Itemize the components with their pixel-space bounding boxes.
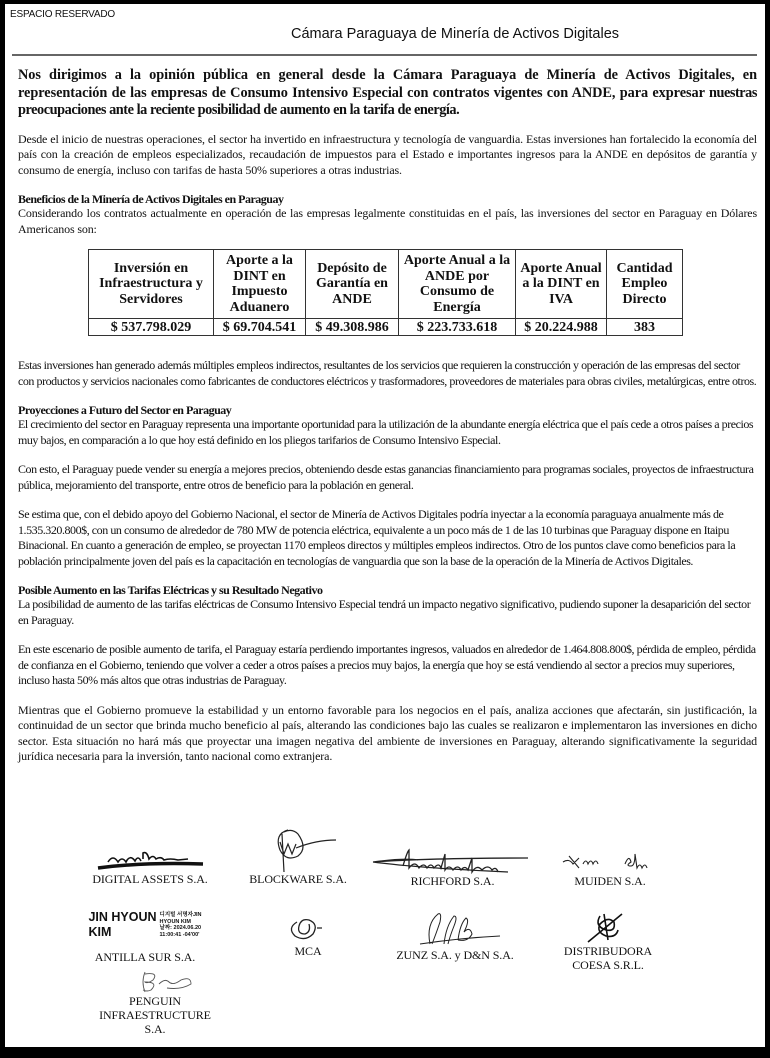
signature-icon (578, 910, 638, 944)
table-cell: $ 20.224.988 (516, 319, 607, 336)
table-cell: $ 223.733.618 (399, 319, 516, 336)
paragraph-investments: Desde el inicio de nuestras operaciones, el sector ha invertido en infraestructura y tecnología de vanguardia. Estas inversiones han fortalecido la economía del país con la creación de empleos especializados, recaudación de impuestos para el Estado e importantes ingresos para la ANDE en depósitos de garantía y consumo de energía, incluso con tarifas de hasta 50% superiores a otras industrias. (18, 131, 757, 177)
header-divider (12, 54, 757, 56)
intro-line-2: nuestras preocupaciones ante la reciente posibilidad de aumento en la tarifa de energía. (18, 84, 757, 118)
paragraph-growth: El crecimiento del sector en Paraguay representa una importante oportunidad para la utilización de la abundante energía eléctrica que el país cede a otros países a precios muy bajos, en comparación a lo que hoy está definido en los pliegos tarifarios de Consumo Intensivo Especial. (18, 417, 754, 447)
paragraph-estimates: Se estima que, con el debido apoyo del Gobierno Nacional, el sector de Minería de Activos Digitales podría inyectar a la economía paraguaya anualmente más de 1.535.320.800$, con un consumo de alrededor de 780 MW de potencia eléctrica, equivalente a un poco más de 1 de las 10 turbinas que Paraguay dispone en Itaipu Binacional. En cuanto a generación de empleo, se proyectan 1170 empleos directos y múltiples empleos indirectos. Otro de los puntos clave como beneficios para la población principalmente joven del país es la capacitación en tecnologías de vanguardia que son la base de la operación de la Minería de Activos Digitales. (18, 507, 736, 568)
table-header-cell: Inversión en Infraestructura y Servidores (89, 250, 214, 319)
signatory-name: MCA (294, 944, 322, 958)
signatures-block (5, 824, 765, 1044)
investment-table-wrap (88, 249, 757, 336)
signatory-muiden (545, 846, 675, 888)
benefits-heading: Beneficios de la Minería de Activos Digitales en Paraguay (18, 192, 284, 206)
signature-icon (258, 824, 338, 872)
org-title: Cámara Paraguaya de Minería de Activos Digitales (290, 26, 620, 42)
signatory-antilla-sur (80, 910, 210, 964)
signatory-name-line: PENGUIN (129, 994, 181, 1008)
stamp-name-line: KIM (88, 925, 112, 939)
projections-heading: Proyecciones a Futuro del Sector en Paraguay (18, 403, 232, 417)
reserved-space-label: ESPACIO RESERVADO (10, 9, 115, 20)
letter-body (18, 67, 757, 779)
table-cell: $ 49.308.986 (306, 319, 399, 336)
signature-icon (283, 910, 333, 944)
table-row (89, 319, 683, 336)
paragraph-losses: En este escenario de posible aumento de tarifa, el Paraguay estaría perdiendo importantes ingresos, valuados en alrededor de 1.464.808.800$, pérdida de empleo, pérdida de confianza en el Gobierno, teniendo que volver a ceder a otros países a precios muy bajos, la energía que hoy se está vendiendo al sector a precios muy superiores, incluso hasta 50% más altos que otras industrias de Paraguay. (18, 642, 756, 687)
signature-icon (400, 910, 510, 948)
signature-icon (93, 844, 208, 872)
stamp-detail-line: 11:00:41 -04'00' (159, 931, 200, 938)
signature-icon (368, 846, 538, 874)
document-page (5, 4, 765, 1047)
signatory-name: ZUNZ S.A. y D&N S.A. (396, 948, 514, 962)
paragraph-better-prices: Con esto, el Paraguay puede vender su energía a mejores precios, obteniendo desde estas ganancias financiamiento para programas sociales, proyectos de infraestructura pública, mejoramiento del transporte, entre otros de beneficio para la población en general. (18, 462, 754, 492)
intro-line-1: Nos dirigimos a la opinión pública en general desde la Cámara Paraguaya de Minería de Activos Digitales, en representación de las empresas de Consumo Intensivo Especial con contratos vigentes con ANDE, para expresar (18, 67, 757, 101)
signatory-mca (273, 910, 343, 958)
signatory-name: MUIDEN S.A. (574, 874, 646, 888)
table-header-cell: Aporte a la DINT en Impuesto Aduanero (214, 250, 306, 319)
digital-signature-stamp (80, 910, 210, 940)
table-header-row (89, 250, 683, 319)
signatory-zunz-dn (385, 910, 525, 962)
benefits-intro: Considerando los contratos actualmente en operación de las empresas legalmente constituidas en el país, las inversiones del sector en Paraguay en Dólares Americanos son: (18, 206, 757, 236)
stamp-name-line: JIN HYOUN (88, 910, 157, 924)
stamp-details (160, 910, 202, 938)
table-cell: $ 69.704.541 (214, 319, 306, 336)
stamp-detail-line: 디지털 서명자JIN (159, 912, 202, 918)
table-header-cell: Aporte Anual a la ANDE por Consumo de Energía (399, 250, 516, 319)
table-header-cell: Cantidad Empleo Directo (607, 250, 683, 319)
stamp-signer-name (88, 910, 156, 940)
signatory-name-line: DISTRIBUDORA (563, 944, 653, 958)
stamp-detail-line: HYOUN KIM (159, 918, 192, 925)
paragraph-indirect-jobs: Estas inversiones han generado además múltiples empleos indirectos, resultantes de los servicios que requieren la construcción y operación de las empresas del sector con productos y servicios nacionales como fabricantes de conductores eléctricos y trasformadores, proveedores de materiales para obras civiles, metalúrgicas, entre otros. (18, 358, 757, 388)
signatory-name-line: INFRAESTRUCTURE (99, 1008, 211, 1022)
signatory-digital-assets (75, 844, 225, 886)
signature-icon (555, 846, 665, 874)
paragraph-legal-security: Mientras que el Gobierno promueve la estabilidad y un entorno favorable para los negocios en el país, analiza acciones que afectarán, sin justificación, la continuidad de un sector que brinda mucho beneficio al país, alterando las condiciones bajo las cuales se realizaron e implementaron las inversiones en dicho sector. Esta situación no hará más que proyectar una imagen negativa del ambiente de inversiones en Paraguay, alterando significativamente la seguridad jurídica necesaria para la inversión, tanto nacional como extranjera. (18, 702, 757, 763)
signatory-name: ANTILLA SUR S.A. (94, 950, 196, 964)
signatory-richford (365, 846, 540, 888)
table-header-cell: Aporte Anual a la DINT en IVA (516, 250, 607, 319)
signatory-penguin (80, 970, 230, 1036)
signatory-coesa (553, 910, 663, 972)
stamp-detail-line: 날짜: 2024.06.20 (159, 925, 202, 931)
signatory-name-line: S.A. (144, 1022, 166, 1036)
investment-table (88, 249, 683, 336)
intro-statement (18, 67, 757, 120)
table-cell: $ 537.798.029 (89, 319, 214, 336)
signatory-name: DIGITAL ASSETS S.A. (92, 872, 208, 886)
signatory-blockware (243, 824, 353, 886)
signatory-name: RICHFORD S.A. (410, 874, 495, 888)
signatory-name-line: COESA S.R.L. (572, 958, 644, 972)
increase-heading: Posible Aumento en las Tarifas Eléctricas y su Resultado Negativo (18, 583, 323, 597)
table-cell: 383 (607, 319, 683, 336)
table-header-cell: Depósito de Garantía en ANDE (306, 250, 399, 319)
signatory-name: BLOCKWARE S.A. (249, 872, 347, 886)
signature-icon (115, 970, 195, 994)
paragraph-negative-impact: La posibilidad de aumento de las tarifas eléctricas de Consumo Intensivo Especial tendrá un impacto negativo significativo, pudiendo suponer la desaparición del sector en Paraguay. (18, 597, 751, 627)
